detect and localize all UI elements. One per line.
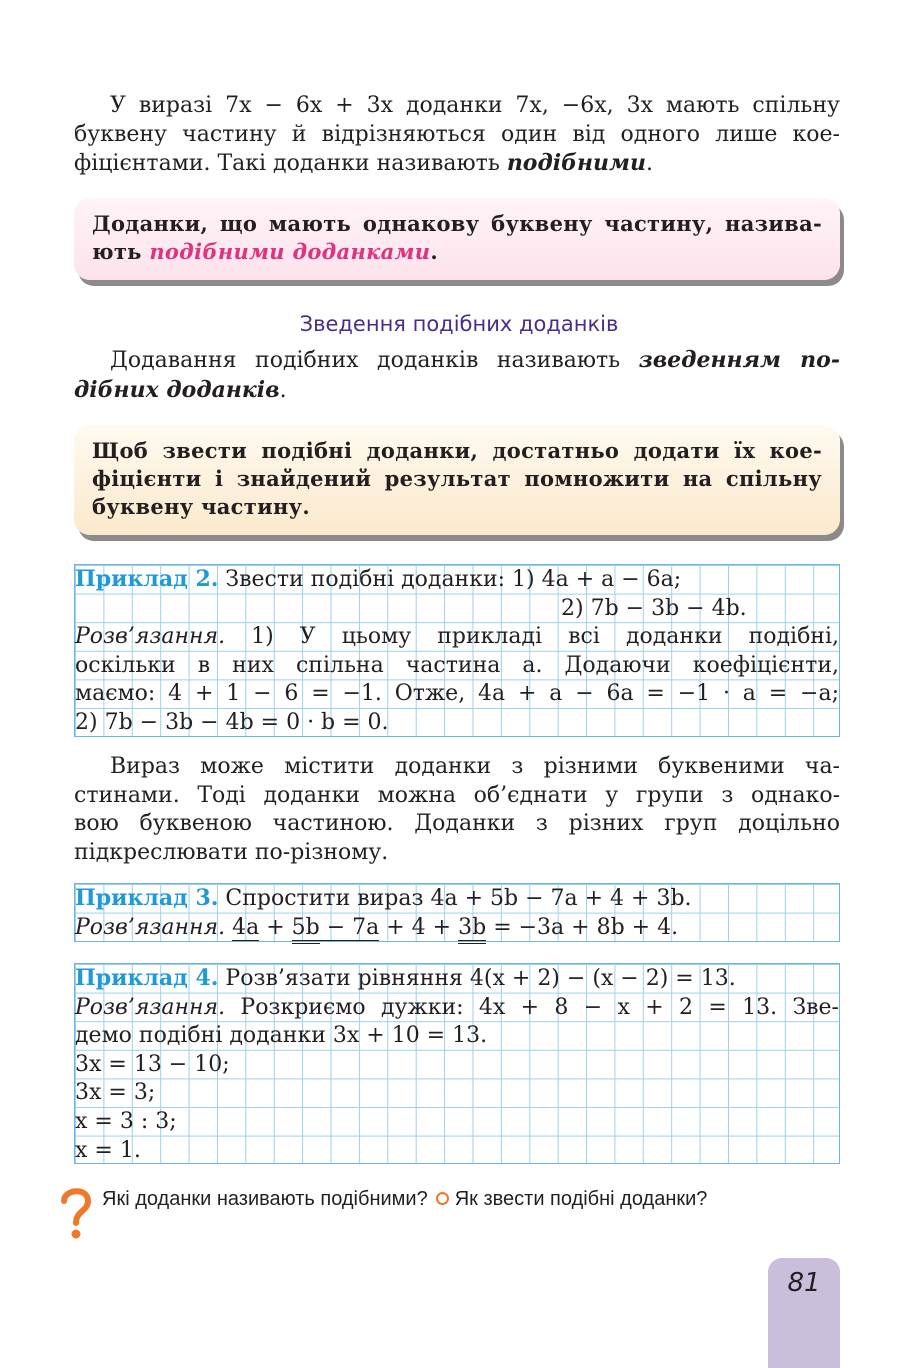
intro-line: фіцієнтами. Такі доданки називають подібними. <box>74 150 653 177</box>
example-2-task-part2: 2) 7b − 3b − 4b. <box>561 595 747 621</box>
page-number-tab <box>768 1258 840 1368</box>
term-reduction: зведенням по- <box>638 347 840 373</box>
groups-line: вою буквеною частиною. Доданки з різних груп доцільно <box>74 811 840 837</box>
definition-line: Доданки, що мають однакову буквену частину, назива- <box>92 211 822 236</box>
example-label: Приклад 3. <box>75 885 219 911</box>
underlined-term: − 7a <box>319 914 380 940</box>
questions-text <box>102 1188 707 1211</box>
reduction-line: Додавання подібних доданків називають зведенням по- <box>110 347 840 373</box>
solution-label: Розв’язання. <box>75 914 226 940</box>
example-2-line: маємо: 4 + 1 − 6 = −1. Отже, 4a + a − 6a = −1 · a = −a; <box>75 681 839 707</box>
review-questions <box>56 1185 876 1245</box>
groups-line: стинами. Тоді доданки можна об’єднати у групи з однако- <box>74 782 840 808</box>
definition-box <box>74 198 840 280</box>
example-2-grid <box>74 564 840 737</box>
rule-line: Щоб звести подібні доданки, достатньо додати їх кое- <box>92 438 822 463</box>
solution-label: Розв’язання. <box>75 624 226 650</box>
question-1: Які доданки називають подібними? <box>102 1188 428 1210</box>
question-2: Як звести подібні доданки? <box>454 1188 708 1210</box>
question-mark-icon <box>56 1185 96 1241</box>
double-underlined-term: 3b <box>458 915 486 944</box>
definition-term: подібними доданками <box>149 239 431 264</box>
intro-line: буквену частину й відрізняються один від одного лише кое- <box>74 121 840 147</box>
example-4-line: 3x = 13 − 10; <box>75 1051 230 1077</box>
example-2-line: оскільки в них спільна частина a. Додаючи коефіцієнти, <box>75 652 839 678</box>
groups-paragraph <box>74 753 840 867</box>
solution-label: Розв’язання. <box>75 994 226 1020</box>
term-similar: подібними <box>506 150 646 177</box>
example-label: Приклад 2. <box>75 566 219 592</box>
example-3-grid <box>74 883 840 942</box>
definition-line: ють подібними доданками. <box>92 239 438 264</box>
intro-line: У виразі 7x − 6x + 3x доданки 7x, −6x, 3x мають спільну <box>110 93 840 118</box>
intro-paragraph <box>74 92 840 179</box>
example-4-line: x = 3 : 3; <box>75 1108 177 1134</box>
example-3-solution: Розв’язання. 4a + 5b − 7a + 4 + 3b = −3a + 8b + 4. <box>75 914 839 943</box>
example-2-task: Приклад 2. Звести подібні доданки: 1) 4a + a − 6a; <box>75 566 682 592</box>
example-4-line: 3x = 3; <box>75 1080 156 1106</box>
example-3-task: Приклад 3. Спростити вираз 4a + 5b − 7a + 4 + 3b. <box>75 885 692 911</box>
rule-line: буквену частину. <box>92 494 310 519</box>
example-4-solution: Розв’язання. Розкриємо дужки: 4x + 8 − x + 2 = 13. Зве- <box>75 994 839 1020</box>
example-label: Приклад 4. <box>75 965 219 991</box>
rule-box <box>74 425 840 535</box>
example-4-grid <box>74 963 840 1164</box>
groups-line: Вираз може містити доданки з різними буквеними ча- <box>110 754 840 779</box>
rule-line: фіцієнти і знайдений результат помножити на спільну <box>92 466 822 491</box>
double-underlined-term: 5b <box>292 915 320 944</box>
underlined-term: 4a <box>232 914 260 940</box>
bullet-circle-icon <box>436 1192 449 1205</box>
example-4-line: x = 1. <box>75 1137 141 1163</box>
example-4-task: Приклад 4. Розв’язати рівняння 4(x + 2) − (x − 2) = 13. <box>75 965 736 991</box>
example-2-line: 2) 7b − 3b − 4b = 0 · b = 0. <box>75 709 389 735</box>
term-reduction-cont: дібних доданків <box>74 376 280 403</box>
reduction-paragraph <box>74 346 840 405</box>
section-heading: Зведення подібних доданків <box>299 312 619 336</box>
groups-line: підкреслювати по-різному. <box>74 839 389 865</box>
reduction-line: дібних доданків. <box>74 376 287 403</box>
example-4-line: демо подібні доданки 3x + 10 = 13. <box>75 1023 488 1049</box>
example-2-solution: Розв’язання. 1) У цьому прикладі всі доданки подібні, <box>75 624 839 650</box>
page-number: 81 <box>787 1268 821 1298</box>
